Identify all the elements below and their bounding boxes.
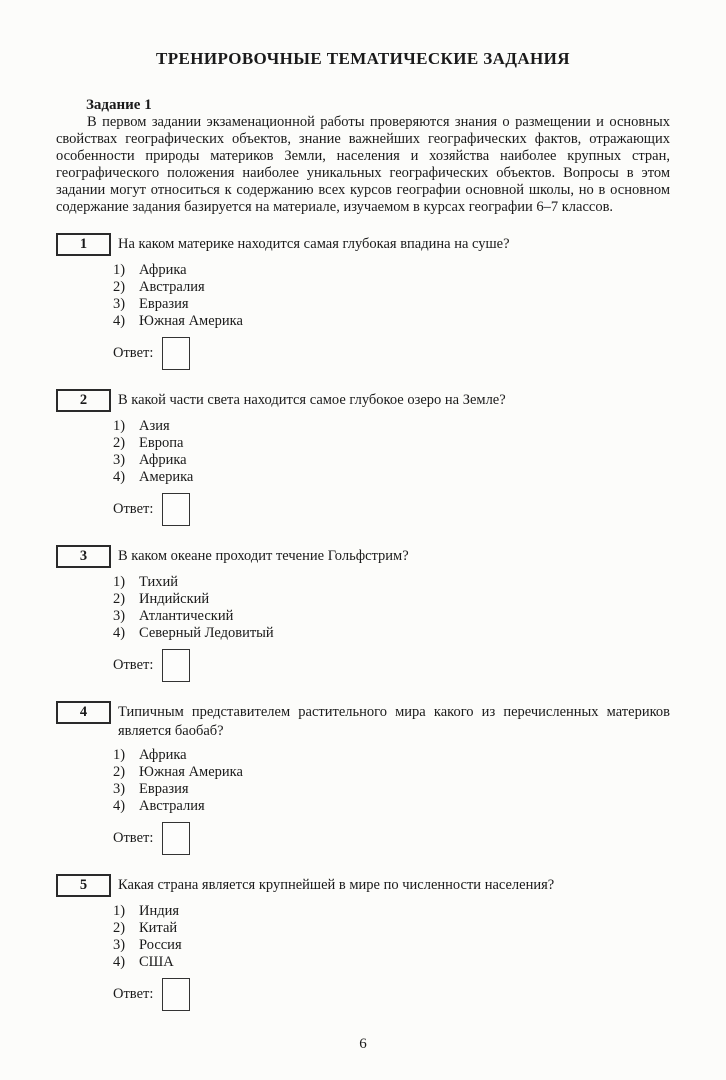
option-text: Австралия xyxy=(139,279,205,295)
question-number-box xyxy=(56,233,111,256)
answer-input-box[interactable] xyxy=(162,822,190,855)
option-text: Китай xyxy=(139,920,178,936)
answer-option xyxy=(113,574,670,591)
question-number: 5 xyxy=(79,877,88,893)
answer-option xyxy=(113,920,670,937)
answer-label: Ответ: xyxy=(113,829,154,846)
question-number: 3 xyxy=(79,548,88,564)
answer-option xyxy=(113,296,670,313)
answer-option xyxy=(113,418,670,435)
option-text: Евразия xyxy=(139,296,189,312)
question-text: В какой части света находится самое глубокое озеро на Земле? xyxy=(118,392,506,408)
option-text: Европа xyxy=(139,435,184,451)
option-text: Тихий xyxy=(139,574,179,590)
option-number: 4) xyxy=(113,625,126,641)
option-number: 3) xyxy=(113,452,126,468)
option-number: 2) xyxy=(113,435,126,451)
question-text: Какая страна является крупнейшей в мире по численности населения? xyxy=(118,877,555,893)
option-number: 4) xyxy=(113,469,126,485)
option-number: 2) xyxy=(113,591,126,607)
answer-input-box[interactable] xyxy=(162,978,190,1011)
answer-row xyxy=(113,821,670,855)
question-text: На каком материке находится самая глубокая впадина на суше? xyxy=(118,236,510,252)
option-text: Австралия xyxy=(139,798,205,814)
answer-input-box[interactable] xyxy=(162,649,190,682)
answer-option xyxy=(113,262,670,279)
option-text: Африка xyxy=(139,747,187,763)
question-header xyxy=(56,545,670,568)
answer-option xyxy=(113,954,670,971)
option-number: 2) xyxy=(113,279,126,295)
answer-option xyxy=(113,452,670,469)
option-number: 1) xyxy=(113,903,126,919)
answer-label: Ответ: xyxy=(113,985,154,1002)
option-number: 1) xyxy=(113,747,126,763)
question-header xyxy=(56,874,670,897)
options-list xyxy=(113,903,670,971)
intro-paragraph: В первом задании экзаменационной работы проверяются знания о размещении и основных свойствах географических объектов, знание важнейших географических фактов, отражающих особенности природы материков Земли, населения и хозяйства наиболее крупных стран, географического положения наиболее уникальных географических объектов. Вопросы в этом задании могут относиться к содержанию всех курсов географии основной школы, но в основном содержание задания базируется на материале, изучаемом в курсах географии 6–7 классов. xyxy=(56,114,670,215)
answer-row xyxy=(113,977,670,1011)
option-number: 2) xyxy=(113,764,126,780)
option-number: 3) xyxy=(113,937,126,953)
question-block-3 xyxy=(56,545,670,682)
question-header xyxy=(56,701,670,741)
question-number: 4 xyxy=(79,704,88,720)
answer-input-box[interactable] xyxy=(162,493,190,526)
answer-option xyxy=(113,279,670,296)
option-number: 1) xyxy=(113,262,126,278)
question-number-box xyxy=(56,701,111,724)
option-text: Африка xyxy=(139,262,187,278)
option-text: Америка xyxy=(139,469,194,485)
answer-option xyxy=(113,781,670,798)
answer-label: Ответ: xyxy=(113,500,154,517)
question-number-box xyxy=(56,389,111,412)
question-number: 1 xyxy=(79,236,88,252)
option-number: 4) xyxy=(113,313,126,329)
option-text: Африка xyxy=(139,452,187,468)
section-heading: Задание 1 xyxy=(86,97,152,113)
answer-option xyxy=(113,625,670,642)
answer-label: Ответ: xyxy=(113,656,154,673)
option-text: США xyxy=(139,954,174,970)
page-title: ТРЕНИРОВОЧНЫЕ ТЕМАТИЧЕСКИЕ ЗАДАНИЯ xyxy=(156,49,570,68)
options-list xyxy=(113,747,670,815)
answer-option xyxy=(113,798,670,815)
answer-option xyxy=(113,747,670,764)
answer-option xyxy=(113,313,670,330)
question-block-5 xyxy=(56,874,670,1011)
options-list xyxy=(113,418,670,486)
answer-option xyxy=(113,937,670,954)
option-text: Азия xyxy=(139,418,170,434)
option-text: Индия xyxy=(139,903,180,919)
question-number-box xyxy=(56,545,111,568)
option-text: Южная Америка xyxy=(139,764,243,780)
answer-input-box[interactable] xyxy=(162,337,190,370)
option-number: 1) xyxy=(113,574,126,590)
option-text: Атлантический xyxy=(139,608,234,624)
option-text: Южная Америка xyxy=(139,313,243,329)
question-text: В каком океане проходит течение Гольфстрим? xyxy=(118,548,409,564)
answer-option xyxy=(113,764,670,781)
option-text: Евразия xyxy=(139,781,189,797)
question-block-4 xyxy=(56,701,670,855)
question-header xyxy=(56,233,670,256)
answer-row xyxy=(113,492,670,526)
options-list xyxy=(113,574,670,642)
answer-option xyxy=(113,469,670,486)
question-text: Типичным представителем растительного мира какого из перечисленных материков является баобаб? xyxy=(118,704,670,739)
option-text: Россия xyxy=(139,937,182,953)
option-text: Индийский xyxy=(139,591,210,607)
answer-label: Ответ: xyxy=(113,344,154,361)
answer-row xyxy=(113,336,670,370)
options-list xyxy=(113,262,670,330)
option-number: 4) xyxy=(113,798,126,814)
question-block-1 xyxy=(56,233,670,370)
option-number: 4) xyxy=(113,954,126,970)
option-text: Северный Ледовитый xyxy=(139,625,274,641)
answer-option xyxy=(113,591,670,608)
option-number: 3) xyxy=(113,608,126,624)
question-block-2 xyxy=(56,389,670,526)
answer-option xyxy=(113,903,670,920)
option-number: 3) xyxy=(113,781,126,797)
answer-option xyxy=(113,608,670,625)
answer-row xyxy=(113,648,670,682)
option-number: 1) xyxy=(113,418,126,434)
answer-option xyxy=(113,435,670,452)
question-number-box xyxy=(56,874,111,897)
option-number: 3) xyxy=(113,296,126,312)
question-header xyxy=(56,389,670,412)
page-number: 6 xyxy=(359,1036,367,1052)
option-number: 2) xyxy=(113,920,126,936)
question-number: 2 xyxy=(79,392,88,408)
